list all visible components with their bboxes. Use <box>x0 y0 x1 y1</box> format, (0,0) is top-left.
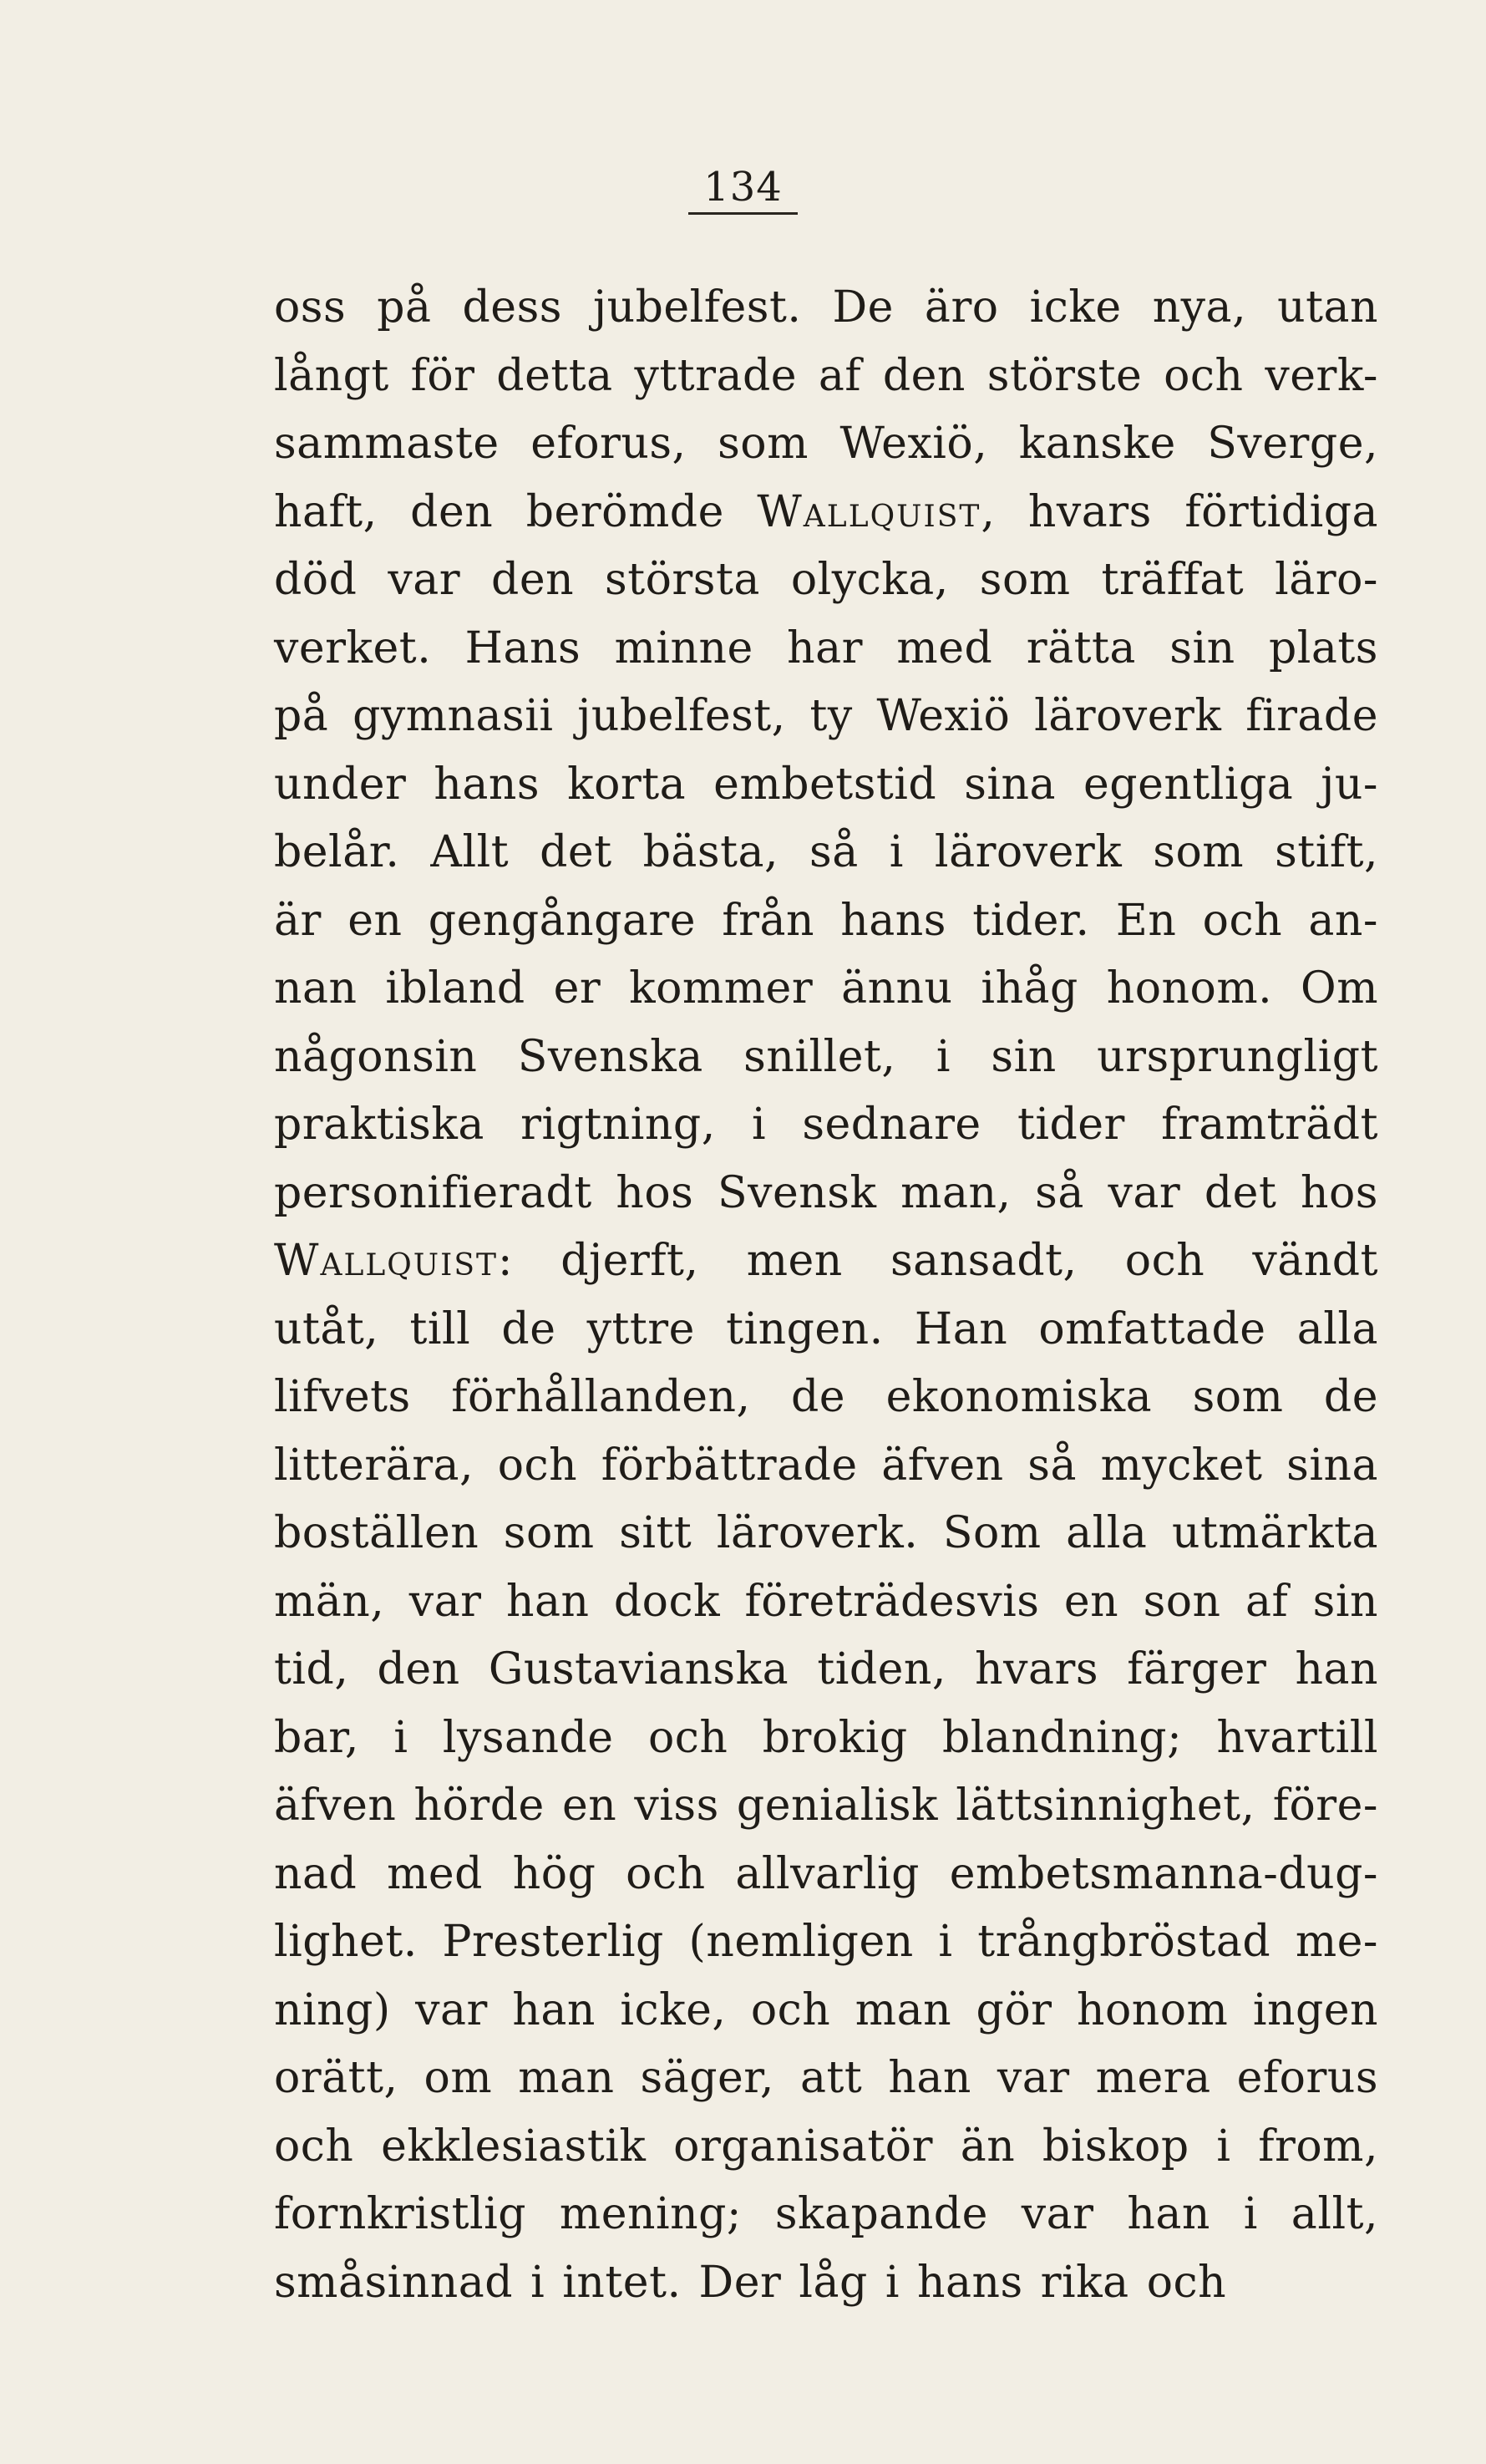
text-line: belår. Allt det bästa, så i läroverk som stift, <box>274 827 1378 877</box>
text-line: praktiska rigtning, i sednare tider framträdt <box>274 1100 1378 1150</box>
text-line: sammaste eforus, som Wexiö, kanske Sverge, <box>274 419 1378 469</box>
text-line: personifieradt hos Svensk man, så var det hos <box>274 1167 1378 1218</box>
text-line: fornkristlig mening; skapande var han i allt, <box>274 2189 1378 2239</box>
name-small-caps: Wallquist <box>757 486 981 537</box>
text-line: män, var han dock företrädesvis en son af sin <box>274 1576 1378 1627</box>
text-line: boställen som sitt läroverk. Som alla utmärkta <box>274 1508 1378 1558</box>
text-line: på gymnasii jubelfest, ty Wexiö läroverk firade <box>274 691 1378 741</box>
text-line: haft, den berömde Wallquist, hvars förtidiga <box>274 486 1378 537</box>
text-line: nan ibland er kommer ännu ihåg honom. Om <box>274 963 1378 1014</box>
text-line: lifvets förhållanden, de ekonomiska som de <box>274 1372 1378 1422</box>
text-line: oss på dess jubelfest. De äro icke nya, utan <box>274 282 1378 333</box>
body-text <box>274 274 1378 2317</box>
text-line: någonsin Svenska snillet, i sin ursprungligt <box>274 1031 1378 1082</box>
text-line: tid, den Gustavianska tiden, hvars färger han <box>274 1644 1378 1694</box>
text-line: äfven hörde en viss genialisk lättsinnighet, före- <box>274 1781 1378 1831</box>
text-line: död var den största olycka, som träffat läro- <box>274 555 1378 605</box>
text-line: ning) var han icke, och man gör honom ingen <box>274 1984 1378 2035</box>
text-line: lighet. Presterlig (nemligen i trångbröstad me- <box>274 1917 1378 1967</box>
text-line: och ekklesiastik organisatör än biskop i from, <box>274 2121 1378 2172</box>
text-line: bar, i lysande och brokig blandning; hvartill <box>274 1712 1378 1763</box>
text-line: litterära, och förbättrade äfven så mycket sina <box>274 1440 1378 1491</box>
name-small-caps: Wallquist <box>274 1236 499 1286</box>
text-line: Wallquist: djerft, men sansadt, och vändt <box>274 1236 1378 1286</box>
text-line: utåt, till de yttre tingen. Han omfattade alla <box>274 1303 1378 1354</box>
text-line: under hans korta embetstid sina egentliga ju- <box>274 759 1378 810</box>
page-number <box>0 164 1486 215</box>
text-line: småsinnad i intet. Der låg i hans rika och <box>274 2257 1227 2308</box>
text-line: verket. Hans minne har med rätta sin plats <box>274 622 1378 673</box>
text-line: nad med hög och allvarlig embetsmanna-dug- <box>274 1848 1378 1899</box>
text-line: orätt, om man säger, att han var mera eforus <box>274 2053 1378 2103</box>
text-line: långt för detta yttrade af den störste och verk- <box>274 350 1378 401</box>
text-line: är en gengångare från hans tider. En och an- <box>274 895 1378 946</box>
page-number-text: 134 <box>688 164 798 215</box>
